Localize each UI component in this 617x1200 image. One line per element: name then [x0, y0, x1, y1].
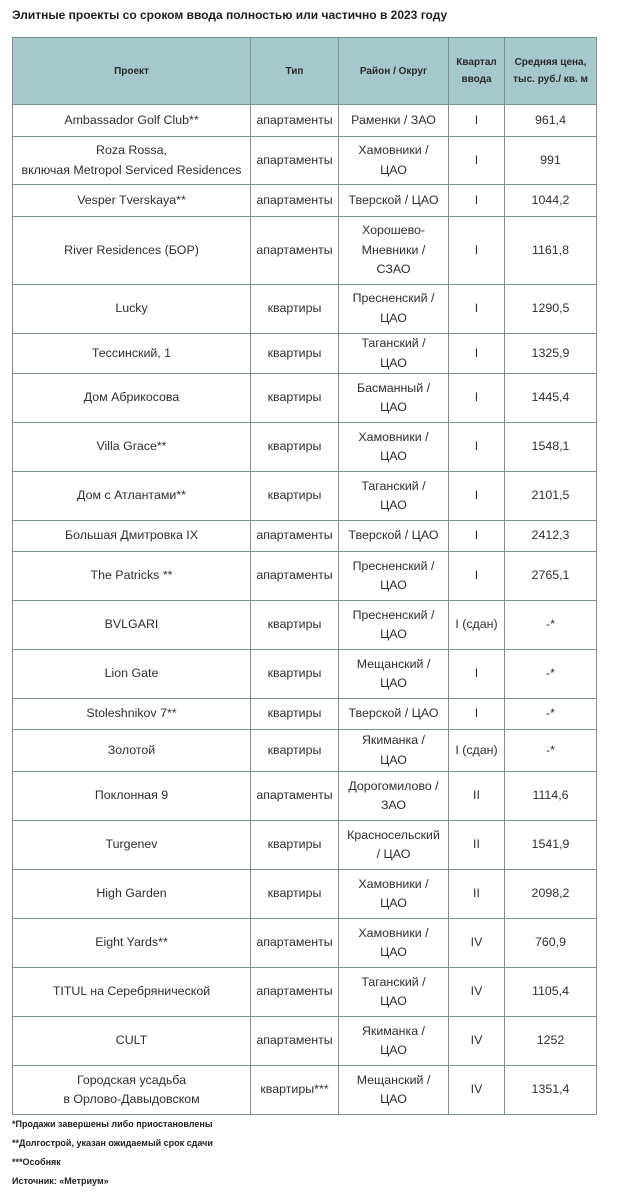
- table-row: [13, 772, 597, 821]
- cell-text: 1351,4: [531, 1082, 570, 1097]
- cell-text: IV: [470, 1082, 483, 1097]
- cell-text: Пресненский / ЦАО: [352, 291, 435, 325]
- cell-quarter: [449, 601, 505, 650]
- projects-table: [12, 37, 597, 1115]
- cell-text: квартиры: [267, 886, 322, 901]
- table-row: [13, 472, 597, 521]
- table-row: [13, 1066, 597, 1115]
- cell-text: квартиры***: [260, 1082, 329, 1097]
- cell-price: [505, 285, 597, 334]
- cell-text: 1548,1: [531, 439, 570, 454]
- cell-text: апартаменты: [256, 984, 333, 999]
- cell-text: квартиры: [267, 390, 322, 405]
- cell-district: [339, 821, 449, 870]
- cell-district: [339, 650, 449, 699]
- cell-text: I: [474, 706, 479, 721]
- cell-text: апартаменты: [256, 192, 333, 207]
- cell-text: 2412,3: [531, 528, 570, 543]
- cell-project: [13, 1017, 251, 1066]
- cell-district: [339, 105, 449, 137]
- cell-text: квартиры: [267, 706, 322, 721]
- cell-district: [339, 1066, 449, 1115]
- cell-text: 760,9: [534, 935, 566, 950]
- cell-quarter: [449, 1066, 505, 1115]
- cell-text: Басманный / ЦАО: [356, 380, 431, 415]
- cell-text: IV: [470, 935, 483, 950]
- header-district: Район / Округ: [339, 38, 449, 105]
- cell-type: [251, 105, 339, 137]
- cell-text: I (сдан): [455, 617, 498, 632]
- cell-district: [339, 423, 449, 472]
- footnote: *Продажи завершены либо приостановлены: [12, 1119, 213, 1129]
- cell-district: [339, 472, 449, 521]
- cell-quarter: [449, 650, 505, 699]
- cell-text: Хамовники / ЦАО: [358, 142, 429, 177]
- cell-district: [339, 374, 449, 423]
- cell-text: II: [473, 837, 480, 852]
- cell-quarter: [449, 374, 505, 423]
- cell-price: [505, 105, 597, 137]
- cell-text: Якиманка / ЦАО: [361, 733, 425, 767]
- cell-price: [505, 552, 597, 601]
- cell-district: [339, 601, 449, 650]
- cell-text: Мещанский / ЦАО: [356, 656, 431, 691]
- cell-text: Дорогомилово / ЗАО: [348, 778, 439, 813]
- cell-price: [505, 1066, 597, 1115]
- cell-text: Пресненский / ЦАО: [352, 607, 435, 642]
- table-row: [13, 650, 597, 699]
- cell-text: High Garden: [96, 886, 167, 901]
- cell-text: апартаменты: [256, 1033, 333, 1048]
- cell-type: [251, 185, 339, 217]
- cell-project: [13, 472, 251, 521]
- cell-district: [339, 699, 449, 730]
- cell-quarter: [449, 472, 505, 521]
- cell-text: II: [473, 788, 480, 803]
- table-row: [13, 821, 597, 870]
- cell-district: [339, 772, 449, 821]
- cell-quarter: [449, 217, 505, 285]
- cell-text: Тверской / ЦАО: [348, 528, 439, 543]
- cell-price: [505, 699, 597, 730]
- cell-type: [251, 374, 339, 423]
- cell-text: I: [474, 528, 479, 543]
- table-row: [13, 552, 597, 601]
- cell-text: I: [474, 301, 479, 316]
- cell-project: [13, 919, 251, 968]
- cell-text: River Residences (БОР): [64, 242, 199, 257]
- footnote-source: Источник: «Метриум»: [12, 1176, 109, 1186]
- header-quarter: Квартал ввода: [449, 38, 505, 105]
- footnotes: [12, 1117, 213, 1193]
- cell-price: [505, 137, 597, 185]
- cell-text: апартаменты: [256, 935, 333, 950]
- cell-text: Дом Абрикосова: [83, 390, 180, 405]
- cell-text: апартаменты: [256, 112, 333, 127]
- cell-text: Таганский / ЦАО: [361, 974, 426, 1009]
- cell-district: [339, 1017, 449, 1066]
- cell-type: [251, 650, 339, 699]
- table-header-row: [13, 38, 597, 105]
- cell-quarter: [449, 699, 505, 730]
- cell-type: [251, 870, 339, 919]
- table-title: Элитные проекты со сроком ввода полностью или частично в 2023 году: [12, 8, 448, 22]
- cell-district: [339, 870, 449, 919]
- cell-quarter: [449, 1017, 505, 1066]
- cell-text: квартиры: [267, 488, 322, 503]
- table-row: [13, 699, 597, 730]
- cell-quarter: [449, 821, 505, 870]
- cell-text: Дом с Атлантами**: [77, 488, 186, 503]
- cell-text: квартиры: [267, 301, 322, 316]
- table-row: [13, 601, 597, 650]
- cell-text: I: [474, 488, 479, 503]
- cell-text: Тессинский, 1: [91, 345, 172, 360]
- cell-district: [339, 285, 449, 334]
- cell-price: [505, 821, 597, 870]
- cell-text: Мещанский / ЦАО: [356, 1072, 431, 1107]
- cell-price: [505, 919, 597, 968]
- cell-text: Stoleshnikov 7**: [86, 706, 177, 721]
- cell-text: 2101,5: [531, 488, 570, 503]
- cell-type: [251, 919, 339, 968]
- cell-district: [339, 730, 449, 772]
- cell-price: [505, 650, 597, 699]
- cell-district: [339, 552, 449, 601]
- table-row: [13, 968, 597, 1017]
- cell-text: квартиры: [267, 742, 322, 757]
- table-row: [13, 374, 597, 423]
- cell-price: [505, 968, 597, 1017]
- cell-price: [505, 334, 597, 374]
- cell-text: 1290,5: [531, 301, 570, 316]
- cell-project: [13, 699, 251, 730]
- cell-text: Тверской / ЦАО: [348, 192, 439, 207]
- cell-quarter: [449, 334, 505, 374]
- cell-text: I: [474, 666, 479, 681]
- cell-text: Eight Yards**: [95, 935, 168, 950]
- cell-price: [505, 601, 597, 650]
- cell-text: I: [474, 242, 479, 257]
- cell-quarter: [449, 105, 505, 137]
- cell-text: 2098,2: [531, 886, 570, 901]
- cell-text: IV: [470, 1033, 483, 1048]
- cell-text: Раменки / ЗАО: [351, 112, 436, 127]
- cell-text: Красносельский / ЦАО: [347, 827, 440, 862]
- cell-text: Поклонная 9: [94, 788, 169, 803]
- cell-quarter: [449, 521, 505, 552]
- footnote: **Долгострой, указан ожидаемый срок сдачи: [12, 1138, 213, 1148]
- cell-district: [339, 521, 449, 552]
- cell-price: [505, 870, 597, 919]
- cell-district: [339, 968, 449, 1017]
- cell-price: [505, 374, 597, 423]
- cell-text: Пресненский / ЦАО: [352, 558, 435, 593]
- cell-project: [13, 821, 251, 870]
- cell-quarter: [449, 730, 505, 772]
- cell-price: [505, 185, 597, 217]
- cell-project: [13, 137, 251, 185]
- table-row: [13, 105, 597, 137]
- cell-project: [13, 870, 251, 919]
- cell-type: [251, 699, 339, 730]
- cell-text: 2765,1: [531, 568, 570, 583]
- cell-text: II: [473, 886, 480, 901]
- cell-text: апартаменты: [256, 528, 333, 543]
- cell-text: Большая Дмитровка IX: [64, 528, 199, 543]
- cell-type: [251, 730, 339, 772]
- cell-project: [13, 650, 251, 699]
- cell-quarter: [449, 552, 505, 601]
- cell-type: [251, 472, 339, 521]
- cell-text: 991: [540, 152, 561, 167]
- cell-project: [13, 552, 251, 601]
- cell-text: квартиры: [267, 837, 322, 852]
- cell-text: 1325,9: [531, 345, 570, 360]
- cell-text: I: [474, 390, 479, 405]
- cell-text: апартаменты: [256, 568, 333, 583]
- cell-text: CULT: [115, 1033, 148, 1048]
- cell-type: [251, 968, 339, 1017]
- header-price: Средняя цена, тыс. руб./ кв. м: [505, 38, 597, 105]
- cell-text: I: [474, 152, 479, 167]
- cell-text: 1252: [536, 1033, 565, 1048]
- cell-text: -*: [546, 617, 555, 632]
- cell-text: 1445,4: [531, 390, 570, 405]
- cell-text: апартаменты: [256, 152, 333, 167]
- table-row: [13, 1017, 597, 1066]
- cell-quarter: [449, 423, 505, 472]
- cell-text: Roza Rossa, включая Metropol Serviced Residences: [21, 142, 242, 177]
- cell-district: [339, 185, 449, 217]
- cell-text: Vesper Tverskaya**: [77, 192, 186, 207]
- cell-text: 1044,2: [531, 192, 570, 207]
- cell-project: [13, 1066, 251, 1115]
- header-type: Тип: [251, 38, 339, 105]
- table-row: [13, 137, 597, 185]
- cell-text: I: [474, 112, 479, 127]
- cell-district: [339, 334, 449, 374]
- cell-text: Хорошево- Мневники / СЗАО: [361, 223, 426, 277]
- cell-project: [13, 185, 251, 217]
- cell-project: [13, 374, 251, 423]
- cell-text: Turgenev: [105, 837, 158, 852]
- cell-project: [13, 217, 251, 285]
- table-row: [13, 870, 597, 919]
- cell-text: I: [474, 192, 479, 207]
- table-row: [13, 334, 597, 374]
- cell-text: I (сдан): [455, 742, 498, 757]
- cell-price: [505, 772, 597, 821]
- cell-text: -*: [546, 706, 555, 721]
- cell-text: Таганский / ЦАО: [361, 478, 426, 513]
- cell-text: Городская усадьба в Орлово-Давыдовском: [63, 1072, 200, 1107]
- cell-price: [505, 1017, 597, 1066]
- cell-text: Ambassador Golf Club**: [64, 112, 199, 127]
- cell-text: I: [474, 439, 479, 454]
- table-row: [13, 285, 597, 334]
- cell-type: [251, 285, 339, 334]
- cell-text: Таганский / ЦАО: [361, 336, 426, 370]
- cell-project: [13, 285, 251, 334]
- cell-price: [505, 472, 597, 521]
- header-project: Проект: [13, 38, 251, 105]
- cell-quarter: [449, 285, 505, 334]
- cell-text: 1541,9: [531, 837, 570, 852]
- cell-quarter: [449, 870, 505, 919]
- cell-text: квартиры: [267, 439, 322, 454]
- cell-text: Хамовники / ЦАО: [358, 876, 429, 911]
- cell-text: -*: [546, 666, 555, 681]
- cell-type: [251, 423, 339, 472]
- cell-text: Тверской / ЦАО: [348, 706, 439, 721]
- cell-price: [505, 423, 597, 472]
- cell-text: I: [474, 345, 479, 360]
- table-row: [13, 521, 597, 552]
- cell-text: The Patricks **: [90, 568, 173, 583]
- cell-type: [251, 334, 339, 374]
- cell-text: квартиры: [267, 617, 322, 632]
- cell-project: [13, 105, 251, 137]
- cell-type: [251, 601, 339, 650]
- cell-text: апартаменты: [256, 242, 333, 257]
- cell-project: [13, 423, 251, 472]
- cell-type: [251, 1017, 339, 1066]
- cell-quarter: [449, 919, 505, 968]
- table-row: [13, 919, 597, 968]
- cell-quarter: [449, 185, 505, 217]
- cell-project: [13, 730, 251, 772]
- cell-text: IV: [470, 984, 483, 999]
- cell-type: [251, 772, 339, 821]
- cell-quarter: [449, 772, 505, 821]
- cell-quarter: [449, 137, 505, 185]
- footnote: ***Особняк: [12, 1157, 61, 1167]
- cell-price: [505, 730, 597, 772]
- table-row: [13, 217, 597, 285]
- cell-text: квартиры: [267, 345, 322, 360]
- cell-text: Lucky: [115, 301, 148, 316]
- cell-text: квартиры: [267, 666, 322, 681]
- cell-text: Якиманка / ЦАО: [361, 1023, 425, 1058]
- cell-text: Хамовники / ЦАО: [358, 925, 429, 960]
- cell-text: Хамовники / ЦАО: [358, 429, 429, 464]
- cell-text: TITUL на Серебрянической: [52, 984, 211, 999]
- cell-type: [251, 1066, 339, 1115]
- table-row: [13, 423, 597, 472]
- cell-project: [13, 601, 251, 650]
- cell-quarter: [449, 968, 505, 1017]
- cell-type: [251, 521, 339, 552]
- cell-text: 1105,4: [532, 984, 569, 999]
- cell-type: [251, 552, 339, 601]
- cell-price: [505, 521, 597, 552]
- cell-project: [13, 968, 251, 1017]
- cell-text: Villa Grace**: [96, 439, 167, 454]
- cell-type: [251, 137, 339, 185]
- cell-text: Золотой: [107, 742, 156, 757]
- cell-project: [13, 521, 251, 552]
- table-row: [13, 730, 597, 772]
- cell-project: [13, 334, 251, 374]
- cell-text: Lion Gate: [104, 666, 159, 681]
- cell-type: [251, 217, 339, 285]
- cell-text: I: [474, 568, 479, 583]
- cell-district: [339, 919, 449, 968]
- cell-district: [339, 137, 449, 185]
- cell-text: BVLGARI: [104, 617, 159, 632]
- table-row: [13, 185, 597, 217]
- cell-type: [251, 821, 339, 870]
- cell-text: 1161,8: [532, 242, 569, 257]
- cell-text: -*: [546, 742, 555, 757]
- cell-text: 1114,6: [532, 788, 569, 803]
- cell-project: [13, 772, 251, 821]
- cell-price: [505, 217, 597, 285]
- cell-text: 961,4: [534, 112, 566, 127]
- cell-district: [339, 217, 449, 285]
- cell-text: апартаменты: [256, 788, 333, 803]
